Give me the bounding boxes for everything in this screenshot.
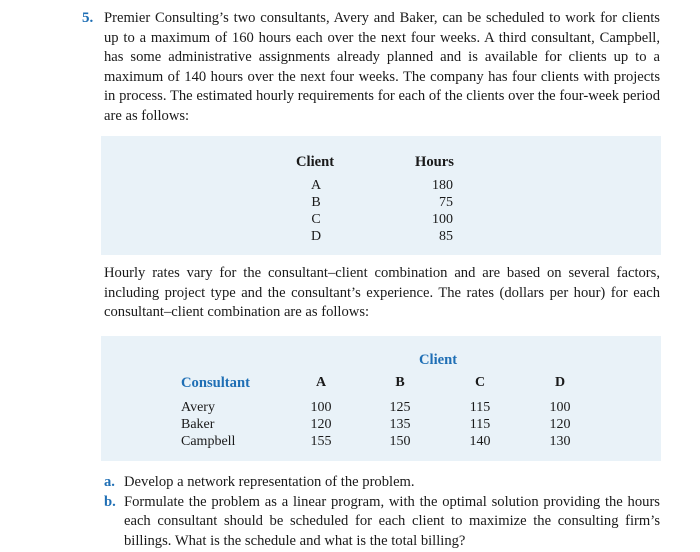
hours-table bbox=[101, 136, 661, 255]
rate-cell: 115 bbox=[469, 417, 491, 432]
rate-cell: 120 bbox=[549, 417, 571, 432]
rates-column-b bbox=[375, 399, 425, 450]
problem-parts bbox=[104, 473, 660, 551]
hours-cell: 85 bbox=[439, 229, 453, 244]
hours-table-client-header: Client bbox=[296, 154, 335, 170]
client-cell: D bbox=[310, 229, 322, 244]
hours-table-hours-header: Hours bbox=[415, 154, 454, 170]
part-a-text: Develop a network representation of the problem. bbox=[124, 474, 415, 490]
rates-column-d bbox=[535, 399, 585, 450]
consultant-name: Avery bbox=[181, 400, 215, 415]
client-cell: A bbox=[310, 178, 322, 193]
rate-cell: 135 bbox=[389, 417, 411, 432]
rate-cell: 120 bbox=[310, 417, 332, 432]
consultant-name: Campbell bbox=[181, 434, 236, 449]
rate-cell: 100 bbox=[549, 400, 571, 415]
hours-table-client-column bbox=[309, 177, 323, 245]
client-cell: B bbox=[311, 195, 321, 210]
rates-col-header-c: C bbox=[474, 375, 486, 390]
part-a bbox=[104, 473, 660, 493]
problem-intro: Premier Consulting’s two consultants, Avery and Baker, can be scheduled to work for clients up to a maximum of 160 hours each over the next four weeks. A third consultant, Campbell, has some administrative assignments already planned and is available for clients up to a maximum of 140 hours over the next four weeks. The company has four clients with projects in process. The estimated hourly requirements for each of the clients over the four-week period are as follows: bbox=[104, 10, 660, 124]
part-b bbox=[104, 493, 660, 552]
rates-table bbox=[101, 336, 661, 461]
part-b-letter: b. bbox=[104, 493, 116, 510]
rates-col-header-b: B bbox=[395, 375, 405, 390]
rates-intro: Hourly rates vary for the consultant–client combination and are based on several factors, including project type and the consultant’s experience. The rates (dollars per hour) for each consultant–client combination are as follows: bbox=[104, 265, 660, 321]
consultant-name: Baker bbox=[181, 417, 215, 432]
hours-cell: 75 bbox=[439, 195, 453, 210]
rates-table-consultant-header: Consultant bbox=[181, 375, 250, 391]
rate-cell: 100 bbox=[310, 400, 332, 415]
problem-number: 5. bbox=[82, 10, 94, 26]
rate-cell: 150 bbox=[389, 434, 411, 449]
rates-column-c bbox=[455, 399, 505, 450]
client-cell: C bbox=[311, 212, 321, 227]
rate-cell: 125 bbox=[389, 400, 411, 415]
rates-column-a bbox=[296, 399, 346, 450]
hours-cell: 100 bbox=[432, 212, 453, 227]
rates-col-header-d: D bbox=[554, 375, 566, 390]
part-a-letter: a. bbox=[104, 474, 115, 490]
rates-consultant-column bbox=[181, 399, 235, 450]
rate-cell: 130 bbox=[549, 434, 571, 449]
rates-table-client-header: Client bbox=[419, 352, 458, 368]
hours-cell: 180 bbox=[432, 178, 453, 193]
hours-table-hours-column bbox=[419, 177, 453, 245]
rate-cell: 155 bbox=[310, 434, 332, 449]
rate-cell: 115 bbox=[469, 400, 491, 415]
rates-col-header-a: A bbox=[315, 375, 327, 390]
part-b-text: Formulate the problem as a linear program, with the optimal solution providing the hours each consultant should be scheduled for each client to maximize the consulting firm’s billings. What is the schedule and what is the total billing? bbox=[124, 493, 660, 549]
rate-cell: 140 bbox=[469, 434, 491, 449]
